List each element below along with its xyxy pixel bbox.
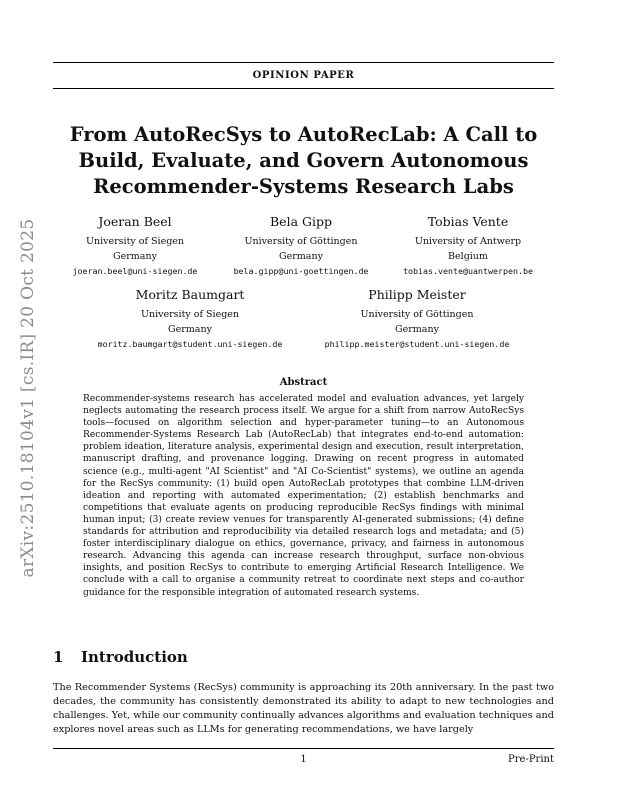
author-country: Germany	[168, 324, 212, 335]
author-country: Germany	[279, 251, 323, 262]
author-email: bela.gipp@uni-goettingen.de	[233, 266, 369, 276]
author-name: Joeran Beel	[98, 214, 172, 229]
author-block	[363, 214, 573, 279]
section-heading	[53, 648, 188, 666]
arxiv-identifier-stamp: arXiv:2510.18104v1 [cs.IR] 20 Oct 2025	[18, 218, 38, 578]
running-header: OPINION PAPER	[252, 70, 355, 81]
author-country: Germany	[113, 251, 157, 262]
author-name: Tobias Vente	[427, 214, 509, 229]
abstract-heading: Abstract	[279, 377, 328, 388]
author-affiliation: University of Antwerp	[414, 236, 522, 247]
section-number: 1	[53, 648, 64, 666]
author-affiliation: University of Göttingen	[244, 236, 358, 247]
page-number: 1	[300, 754, 307, 765]
author-country: Germany	[395, 324, 439, 335]
header-rule-top	[53, 62, 554, 63]
footer-rule	[53, 748, 554, 749]
author-block	[85, 287, 295, 352]
author-block	[312, 287, 522, 352]
author-email: joeran.beel@uni-siegen.de	[72, 266, 198, 276]
author-email: philipp.meister@student.uni-siegen.de	[324, 339, 510, 349]
abstract-text: Recommender-systems research has accelerated model and evaluation advances, yet largely neglects automating the research process itself. We argue for a shift from narrow AutoRecSys tools—focused on algorithm selection and hyper-parameter tuning—to an Autonomous Recommender-Systems Research Lab (AutoRecLab) that integrates end-to-end automation: problem ideation, literature analysis, experimental design and execution, result interpretation, manuscript drafting, and provenance logging. Drawing on recent progress in automated science (e.g., multi-agent "AI Scientist" and "AI Co-Scientist" systems), we outline an agenda for the RecSys community: (1) build open AutoRecLab prototypes that combine LLM-driven ideation and reporting with automated experimentation; (2) establish benchmarks and competitions that evaluate agents on producing reproducible RecSys findings with minimal human input; (3) create review venues for transparently AI-generated submissions; (4) define standards for attribution and reproducibility via detailed research logs and metadata; and (5) foster interdisciplinary dialogue on ethics, governance, privacy, and fairness in autonomous research. Advancing this agenda can increase research throughput, surface non-obvious insights, and position RecSys to contribute to emerging Artificial Research Intelligence. We conclude with a call to organise a community retreat to coordinate next steps and co-author guidance for the responsible integration of automated research systems.	[83, 394, 524, 598]
author-affiliation: University of Siegen	[140, 309, 240, 320]
author-name: Moritz Baumgart	[135, 287, 245, 302]
author-name: Bela Gipp	[270, 214, 332, 229]
author-name: Philipp Meister	[368, 287, 466, 302]
author-affiliation: University of Göttingen	[360, 309, 474, 320]
paper-title: From AutoRecSys to AutoRecLab: A Call to Build, Evaluate, and Govern Autonomous Recommender-Systems Research Labs	[69, 123, 538, 198]
section-title: Introduction	[81, 648, 188, 666]
author-email: tobias.vente@uantwerpen.be	[403, 266, 533, 276]
preprint-label: Pre-Print	[508, 754, 554, 765]
author-email: moritz.baumgart@student.uni-siegen.de	[97, 339, 283, 349]
author-affiliation: University of Siegen	[85, 236, 185, 247]
header-rule-bottom	[53, 88, 554, 89]
introduction-text: The Recommender Systems (RecSys) community is approaching its 20th anniversary. In the past two decades, the community has consistently demonstrated its ability to adapt to new technologies and challenges. Yet, while our community continually advances algorithms and evaluation techniques and explores novel areas such as LLMs for generating recommendations, we have largely	[53, 682, 554, 736]
author-country: Belgium	[448, 251, 488, 262]
